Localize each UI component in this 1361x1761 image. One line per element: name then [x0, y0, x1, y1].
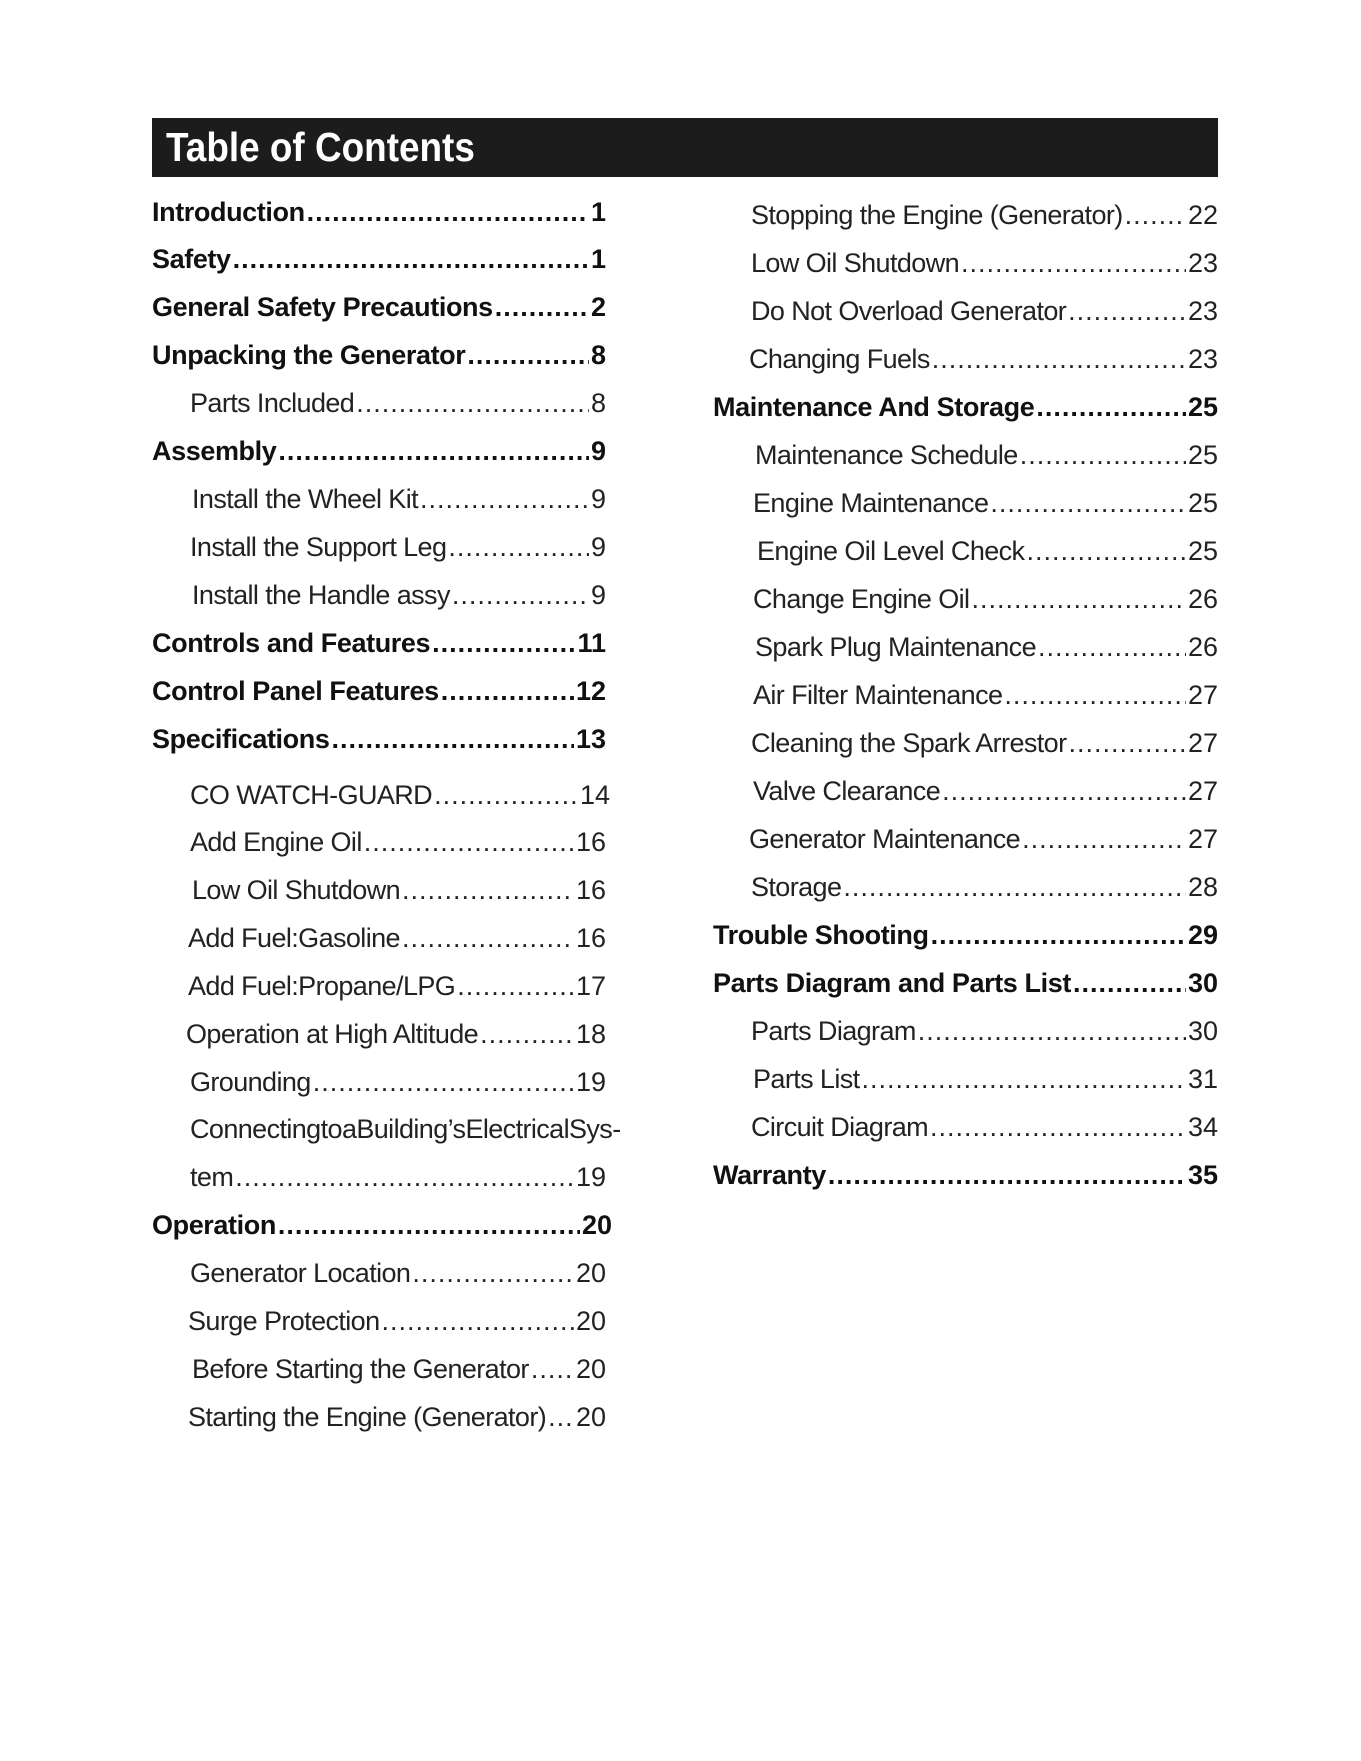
entry-title: Specifications [152, 724, 330, 754]
entry-page-number: 31 [1187, 1064, 1218, 1094]
toc-right-entry [713, 918, 1218, 952]
entry-page-number: 23 [1187, 248, 1218, 278]
entry-title: Maintenance Schedule [755, 440, 1018, 470]
toc-left-entry [192, 873, 606, 907]
dot-leader [961, 246, 1186, 280]
dot-leader [278, 1208, 580, 1242]
entry-title: Generator Location [190, 1258, 411, 1288]
entry-title: Warranty [713, 1160, 826, 1190]
entry-title: Parts Included [190, 388, 355, 418]
entry-title: Surge Protection [188, 1306, 380, 1336]
dot-leader [843, 870, 1186, 904]
entry-title: Add Fuel:Gasoline [188, 923, 400, 953]
dot-leader [457, 969, 574, 1003]
dot-leader [313, 1065, 574, 1099]
entry-title: Do Not Overload Generator [751, 296, 1067, 326]
entry-page-number: 18 [575, 1019, 606, 1049]
entry-page-number: 16 [575, 875, 606, 905]
entry-page-number: 9 [590, 484, 606, 514]
entry-title: Parts Diagram [751, 1016, 916, 1046]
entry-page-number: 9 [590, 580, 606, 610]
toc-right-entry [713, 966, 1218, 1000]
dot-leader [548, 1400, 574, 1434]
entry-page-number: 23 [1187, 344, 1218, 374]
entry-page-number: 30 [1187, 1016, 1218, 1046]
toc-left-entry [190, 1112, 621, 1146]
toc-left-entry [192, 578, 606, 612]
dot-leader [930, 1110, 1186, 1144]
toc-left-entry [188, 921, 606, 955]
toc-left-entry [152, 242, 606, 276]
entry-title: Stopping the Engine (Generator) [751, 200, 1123, 230]
entry-title: Assembly [152, 436, 277, 466]
entry-title: Operation [152, 1210, 276, 1240]
entry-page-number: 17 [575, 971, 606, 1001]
toc-left-entry [186, 1017, 606, 1051]
toc-right-entry [749, 822, 1218, 856]
dot-leader [278, 434, 589, 468]
entry-title: Storage [751, 872, 842, 902]
entry-title: Operation at High Altitude [186, 1019, 479, 1049]
dot-leader [402, 873, 574, 907]
entry-title: Spark Plug Maintenance [755, 632, 1036, 662]
entry-title: Circuit Diagram [751, 1112, 929, 1142]
toc-right-entry [713, 390, 1218, 424]
toc-right-entry [751, 1110, 1218, 1144]
entry-title: Control Panel Features [152, 676, 439, 706]
toc-left-entry [152, 290, 606, 324]
entry-page-number: 34 [1187, 1112, 1218, 1142]
dot-leader [828, 1158, 1186, 1192]
toc-left-entry [190, 1256, 606, 1290]
entry-title: Engine Oil Level Check [757, 536, 1025, 566]
toc-right-entry [753, 678, 1218, 712]
entry-title: Install the Support Leg [190, 532, 447, 562]
title-bar [152, 118, 1218, 177]
dot-leader [932, 342, 1186, 376]
toc-left-entry [192, 1352, 606, 1386]
entry-title: Before Starting the Generator [192, 1354, 529, 1384]
entry-page-number: 26 [1187, 584, 1218, 614]
toc-left-entry [152, 1208, 612, 1242]
toc-right-entry [757, 534, 1218, 568]
entry-page-number: 1 [590, 244, 606, 274]
dot-leader [1068, 294, 1186, 328]
entry-title: Safety [152, 244, 231, 274]
toc-left-entry [192, 482, 606, 516]
entry-page-number: 20 [575, 1402, 606, 1432]
entry-page-number: 20 [575, 1306, 606, 1336]
toc-right-entry [753, 774, 1218, 808]
entry-title: Introduction [152, 197, 305, 227]
toc-left-entry [190, 778, 610, 812]
entry-page-number: 9 [590, 436, 606, 466]
entry-page-number: 29 [1187, 920, 1218, 950]
dot-leader [402, 921, 574, 955]
entry-title: Valve Clearance [753, 776, 941, 806]
entry-page-number: 9 [590, 532, 606, 562]
toc-right-entry [713, 1158, 1218, 1192]
dot-leader [1004, 678, 1186, 712]
entry-title: Maintenance And Storage [713, 392, 1035, 422]
toc-right-entry [755, 438, 1218, 472]
dot-leader [364, 825, 574, 859]
dot-leader [1026, 534, 1186, 568]
entry-page-number: 27 [1187, 776, 1218, 806]
toc-left-entry [152, 674, 606, 708]
entry-title: Add Fuel:Propane/LPG [188, 971, 456, 1001]
dot-leader [931, 918, 1186, 952]
dot-leader [233, 242, 589, 276]
toc-left-entry [152, 195, 606, 229]
dot-leader [480, 1017, 574, 1051]
entry-page-number: 20 [575, 1354, 606, 1384]
dot-leader [467, 338, 589, 372]
entry-title: Connecting to a Building’s Electrical Sys- [190, 1114, 621, 1144]
dot-leader [918, 1014, 1186, 1048]
dot-leader [1020, 438, 1186, 472]
entry-page-number: 27 [1187, 728, 1218, 758]
dot-leader [452, 578, 589, 612]
toc-right-entry [755, 630, 1218, 664]
entry-title: Add Engine Oil [190, 827, 362, 857]
dot-leader [382, 1304, 574, 1338]
entry-page-number: 16 [575, 827, 606, 857]
toc-left-entry [190, 530, 606, 564]
entry-page-number: 27 [1187, 824, 1218, 854]
entry-title: Engine Maintenance [753, 488, 989, 518]
toc-right-entry [751, 198, 1218, 232]
toc-left-entry [188, 1400, 606, 1434]
toc-left-entry [190, 825, 606, 859]
toc-right-entry [753, 486, 1218, 520]
entry-page-number: 13 [575, 724, 606, 754]
entry-title: Parts Diagram and Parts List [713, 968, 1071, 998]
entry-title: Change Engine Oil [753, 584, 970, 614]
entry-page-number: 19 [575, 1067, 606, 1097]
dot-leader [434, 778, 578, 812]
toc-left-entry [190, 1065, 606, 1099]
entry-title: Starting the Engine (Generator) [188, 1402, 547, 1432]
dot-leader [432, 626, 575, 660]
entry-page-number: 25 [1187, 392, 1218, 422]
entry-page-number: 8 [590, 340, 606, 370]
entry-title: Grounding [190, 1067, 311, 1097]
entry-page-number: 35 [1187, 1160, 1218, 1190]
entry-page-number: 22 [1187, 200, 1218, 230]
dot-leader [331, 722, 573, 756]
entry-title: Parts List [753, 1064, 860, 1094]
entry-page-number: 23 [1187, 296, 1218, 326]
dot-leader [420, 482, 589, 516]
dot-leader [448, 530, 589, 564]
entry-title: Changing Fuels [749, 344, 930, 374]
entry-title: Cleaning the Spark Arrestor [751, 728, 1067, 758]
dot-leader [235, 1160, 574, 1194]
dot-leader [531, 1352, 574, 1386]
entry-title: Controls and Features [152, 628, 431, 658]
toc-left-entry [188, 969, 606, 1003]
toc-right-entry [751, 726, 1218, 760]
entry-title: Trouble Shooting [713, 920, 929, 950]
entry-title: Install the Handle assy [192, 580, 450, 610]
dot-leader [356, 386, 589, 420]
dot-leader [971, 582, 1186, 616]
dot-leader [1038, 630, 1186, 664]
entry-page-number: 1 [590, 197, 606, 227]
dot-leader [307, 195, 589, 229]
toc-right-entry [751, 870, 1218, 904]
dot-leader [412, 1256, 574, 1290]
entry-page-number: 27 [1187, 680, 1218, 710]
entry-title: Install the Wheel Kit [192, 484, 419, 514]
toc-left-entry [190, 1160, 606, 1194]
toc-right-entry [753, 582, 1218, 616]
entry-page-number: 25 [1187, 440, 1218, 470]
entry-page-number: 16 [575, 923, 606, 953]
entry-page-number: 20 [581, 1210, 612, 1240]
toc-left-entry [152, 722, 606, 756]
entry-page-number: 2 [590, 292, 606, 322]
dot-leader [441, 674, 574, 708]
entry-title: General Safety Precautions [152, 292, 493, 322]
toc-left-entry [152, 434, 606, 468]
entry-page-number: 11 [577, 628, 606, 658]
entry-page-number: 28 [1187, 872, 1218, 902]
entry-page-number: 12 [575, 676, 606, 706]
entry-page-number: 30 [1187, 968, 1218, 998]
toc-left-entry [152, 338, 606, 372]
entry-page-number: 8 [590, 388, 606, 418]
dot-leader [942, 774, 1186, 808]
toc-right-entry [753, 1062, 1218, 1096]
entry-title: tem [190, 1162, 234, 1192]
entry-title: Unpacking the Generator [152, 340, 466, 370]
entry-page-number: 20 [575, 1258, 606, 1288]
dot-leader [1125, 198, 1186, 232]
dot-leader [1068, 726, 1185, 760]
dot-leader [990, 486, 1186, 520]
entry-page-number: 14 [579, 780, 610, 810]
entry-page-number: 25 [1187, 536, 1218, 566]
dot-leader [1073, 966, 1186, 1000]
toc-right-entry [751, 294, 1218, 328]
entry-page-number: 26 [1187, 632, 1218, 662]
entry-title: Generator Maintenance [749, 824, 1021, 854]
entry-page-number: 25 [1187, 488, 1218, 518]
toc-right-entry [751, 1014, 1218, 1048]
toc-left-entry [188, 1304, 606, 1338]
page-title: Table of Contents [166, 124, 475, 170]
entry-title: CO WATCH-GUARD [190, 780, 433, 810]
entry-title: Low Oil Shutdown [751, 248, 960, 278]
entry-title: Air Filter Maintenance [753, 680, 1003, 710]
dot-leader [1022, 822, 1186, 856]
dot-leader [862, 1062, 1186, 1096]
toc-right-entry [751, 246, 1218, 280]
toc-left-entry [190, 386, 606, 420]
entry-page-number: 19 [575, 1162, 606, 1192]
toc-left-entry [152, 626, 606, 660]
toc-right-entry [749, 342, 1218, 376]
dot-leader [495, 290, 589, 324]
entry-title: Low Oil Shutdown [192, 875, 401, 905]
dot-leader [1036, 390, 1186, 424]
